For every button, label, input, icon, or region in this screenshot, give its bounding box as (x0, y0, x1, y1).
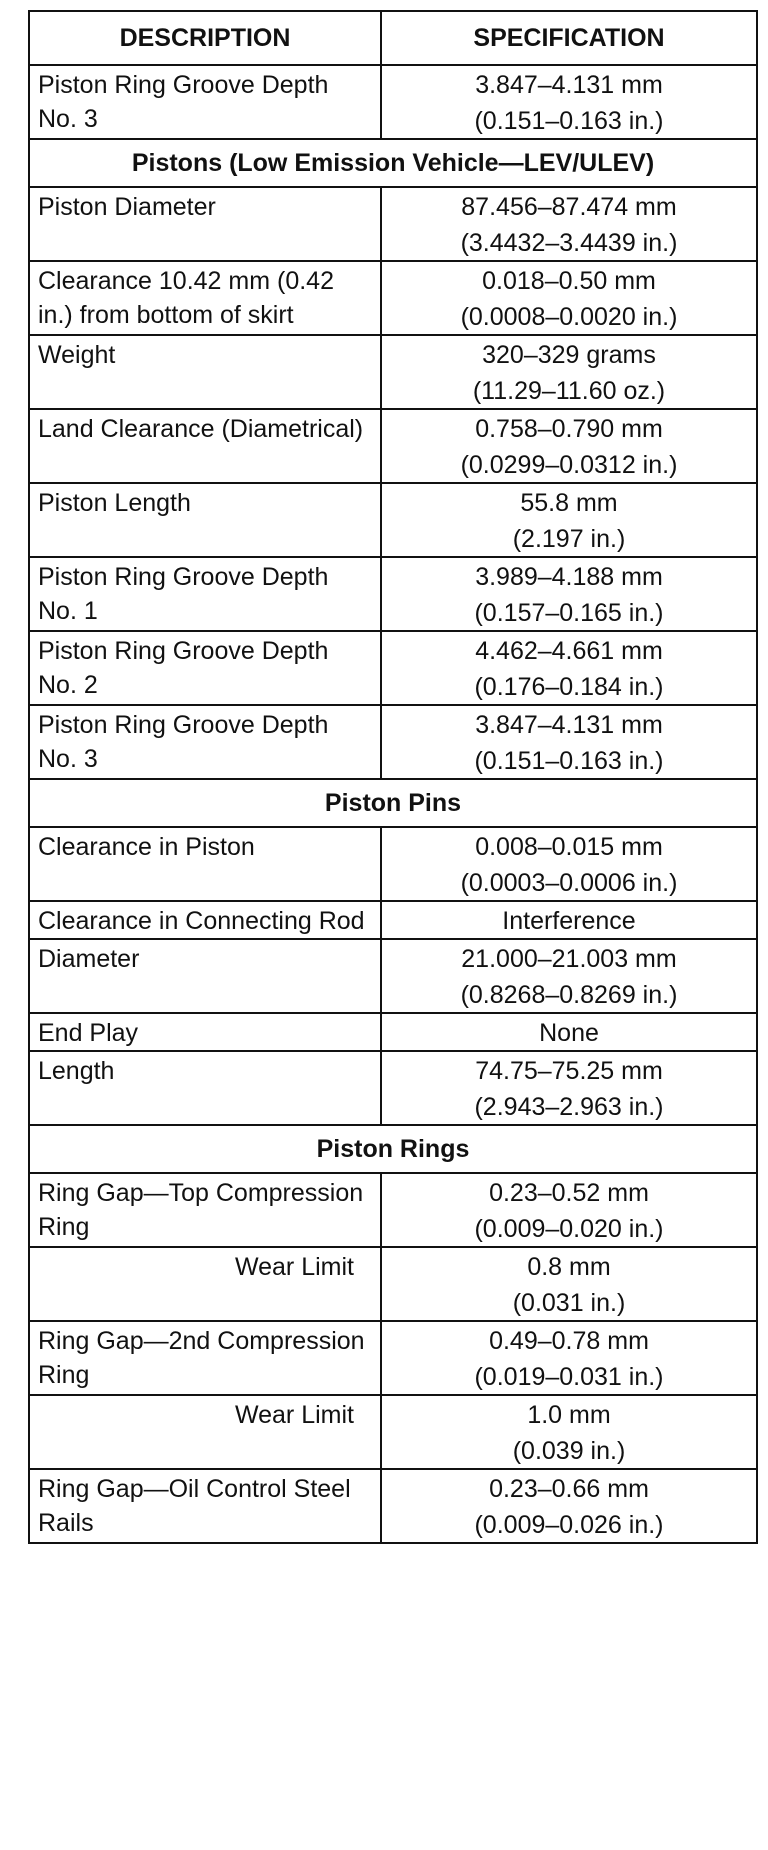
section-header-row (29, 779, 757, 827)
row-specification (381, 65, 757, 139)
row-specification (381, 187, 757, 261)
row-specification (381, 1395, 757, 1469)
row-specification (381, 261, 757, 335)
table-header-row (29, 11, 757, 65)
spec-value-primary: 0.758–0.790 mm (475, 415, 663, 443)
row-description: Clearance in Piston (29, 827, 381, 901)
row-description: Weight (29, 335, 381, 409)
spec-value-primary: None (539, 1019, 599, 1047)
table-row (29, 1013, 757, 1051)
row-description: Piston Diameter (29, 187, 381, 261)
spec-value-secondary: (0.0008–0.0020 in.) (460, 303, 678, 331)
spec-value-primary: 0.23–0.52 mm (489, 1179, 649, 1207)
row-description: Ring Gap—Top Compression Ring (29, 1173, 381, 1247)
table-row (29, 1469, 757, 1543)
row-description: Ring Gap—Oil Control Steel Rails (29, 1469, 381, 1543)
spec-value-primary: Interference (502, 907, 636, 935)
table-row (29, 827, 757, 901)
section-title: Piston Pins (29, 779, 757, 827)
spec-value-primary: 320–329 grams (482, 341, 656, 369)
spec-value-secondary: (0.0299–0.0312 in.) (460, 451, 678, 479)
spec-value-secondary: (0.0003–0.0006 in.) (460, 869, 678, 897)
row-description: Piston Ring Groove Depth No. 2 (29, 631, 381, 705)
spec-value-primary: 3.989–4.188 mm (475, 563, 663, 591)
table-row (29, 901, 757, 939)
table-row (29, 483, 757, 557)
spec-value-primary: 87.456–87.474 mm (461, 193, 677, 221)
table-row (29, 557, 757, 631)
table-row (29, 65, 757, 139)
row-specification (381, 335, 757, 409)
spec-value-secondary: (0.019–0.031 in.) (474, 1363, 664, 1391)
spec-value-primary: 55.8 mm (520, 489, 618, 517)
row-description: Piston Length (29, 483, 381, 557)
row-description: Clearance 10.42 mm (0.42 in.) from bottom of skirt (29, 261, 381, 335)
spec-value-primary: 0.018–0.50 mm (482, 267, 656, 295)
section-header-row (29, 139, 757, 187)
row-description: Piston Ring Groove Depth No. 3 (29, 705, 381, 779)
spec-value-secondary: (0.176–0.184 in.) (474, 673, 664, 701)
row-description: Length (29, 1051, 381, 1125)
description-column-header: DESCRIPTION (29, 11, 381, 65)
row-description: Wear Limit (29, 1395, 381, 1469)
table-row (29, 705, 757, 779)
row-specification (381, 483, 757, 557)
table-row (29, 1395, 757, 1469)
spec-value-secondary: (2.943–2.963 in.) (474, 1093, 664, 1121)
table-row (29, 1173, 757, 1247)
row-description: Ring Gap—2nd Compression Ring (29, 1321, 381, 1395)
row-specification (381, 939, 757, 1013)
section-title: Piston Rings (29, 1125, 757, 1173)
row-specification (381, 1173, 757, 1247)
table-row (29, 409, 757, 483)
specification-column-header: SPECIFICATION (381, 11, 757, 65)
table-row (29, 631, 757, 705)
spec-value-secondary: (0.031 in.) (512, 1289, 626, 1317)
table-row (29, 335, 757, 409)
row-specification (381, 705, 757, 779)
table-row (29, 1051, 757, 1125)
spec-value-secondary: (2.197 in.) (512, 525, 626, 553)
specification-table (28, 10, 758, 1544)
row-specification (381, 409, 757, 483)
spec-value-primary: 3.847–4.131 mm (475, 711, 663, 739)
spec-value-primary: 4.462–4.661 mm (475, 637, 663, 665)
row-specification (381, 1469, 757, 1543)
row-description: End Play (29, 1013, 381, 1051)
row-specification (381, 827, 757, 901)
table-row (29, 1247, 757, 1321)
row-specification (381, 1013, 757, 1051)
spec-value-primary: 21.000–21.003 mm (461, 945, 677, 973)
row-specification (381, 1321, 757, 1395)
spec-value-secondary: (11.29–11.60 oz.) (472, 377, 666, 405)
row-specification (381, 631, 757, 705)
row-specification (381, 1051, 757, 1125)
row-description: Piston Ring Groove Depth No. 1 (29, 557, 381, 631)
spec-value-secondary: (0.039 in.) (512, 1437, 626, 1465)
row-specification (381, 1247, 757, 1321)
table-body (29, 65, 757, 1543)
spec-value-secondary: (0.157–0.165 in.) (474, 599, 664, 627)
spec-value-secondary: (0.009–0.020 in.) (474, 1215, 664, 1243)
spec-value-primary: 1.0 mm (527, 1401, 611, 1429)
row-description: Diameter (29, 939, 381, 1013)
spec-value-primary: 0.49–0.78 mm (489, 1327, 649, 1355)
spec-value-primary: 74.75–75.25 mm (475, 1057, 663, 1085)
table-row (29, 1321, 757, 1395)
section-title: Pistons (Low Emission Vehicle—LEV/ULEV) (29, 139, 757, 187)
spec-value-secondary: (0.8268–0.8269 in.) (460, 981, 678, 1009)
row-description: Land Clearance (Diametrical) (29, 409, 381, 483)
row-specification (381, 901, 757, 939)
table-row (29, 939, 757, 1013)
spec-value-primary: 3.847–4.131 mm (475, 71, 663, 99)
table-row (29, 261, 757, 335)
row-specification (381, 557, 757, 631)
spec-value-secondary: (0.009–0.026 in.) (474, 1511, 664, 1539)
spec-value-primary: 0.008–0.015 mm (475, 833, 663, 861)
spec-value-primary: 0.23–0.66 mm (489, 1475, 649, 1503)
section-header-row (29, 1125, 757, 1173)
spec-value-secondary: (0.151–0.163 in.) (474, 747, 664, 775)
row-description: Piston Ring Groove Depth No. 3 (29, 65, 381, 139)
table-row (29, 187, 757, 261)
row-description: Clearance in Connecting Rod (29, 901, 381, 939)
spec-value-secondary: (3.4432–3.4439 in.) (460, 229, 678, 257)
spec-value-secondary: (0.151–0.163 in.) (474, 107, 664, 135)
spec-value-primary: 0.8 mm (527, 1253, 611, 1281)
row-description: Wear Limit (29, 1247, 381, 1321)
